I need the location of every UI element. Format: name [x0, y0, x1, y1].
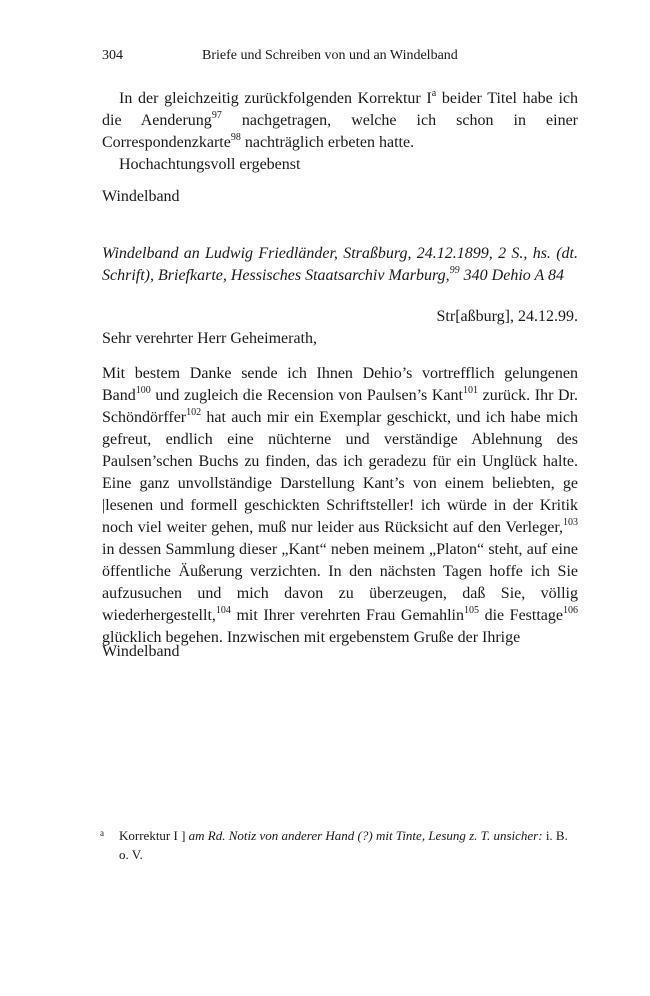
footnote-ref-104[interactable]: 104	[215, 605, 231, 616]
salutation: Sehr verehrter Herr Geheimerath,	[102, 330, 317, 347]
footnote-ref-106[interactable]: 106	[563, 605, 579, 616]
footnote-ref-105[interactable]: 105	[464, 605, 479, 616]
running-head	[102, 48, 578, 68]
dateline: Str[aßburg], 24.12.99.	[436, 308, 578, 325]
page-number: 304	[102, 48, 123, 63]
first-letter-paragraph: In der gleichzeitig zurückfolgenden Korrektur $I^a$ beider Titel habe ich die Aenderung$^{97}$ nachgetragen, welche ich schon in einer Correspondenzkarte$^{98}$ nachträglich erbeten hatte.	[102, 88, 579, 151]
running-title: Briefe und Schreiben von und an Windelband	[202, 48, 458, 63]
footnote-ref-98[interactable]: 98	[230, 132, 241, 143]
footnote-lemma: Korrektur I ]	[119, 828, 186, 843]
footnote-text	[102, 826, 578, 864]
footnote-ref-99[interactable]: 99	[449, 265, 460, 276]
signature-first-letter: Windelband	[102, 188, 180, 205]
footnote-marker-a[interactable]: a	[431, 88, 437, 99]
footnote-comment: am Rd. Notiz von anderer Hand (?) mit Tinte, Lesung z. T. unsicher:	[185, 828, 546, 843]
footnote-ref-97[interactable]: 97	[211, 110, 222, 121]
letter-header: Windelband an Ludwig Friedländer, Straßburg, 24.12.1899, 2 S., hs. (dt. Schrift), Briefkarte, Hessisches Staatsarchiv Marburg,$^{99}$ 340 Dehio A 84	[102, 245, 578, 284]
page	[100, 48, 579, 862]
first-letter-ending	[102, 88, 578, 176]
signature-second-letter: Windelband	[102, 643, 180, 660]
footnote-ref-102[interactable]: 102	[186, 407, 202, 418]
letter-body: Mit bestem Danke sende ich Ihnen Dehio’s vortrefflich gelungenen Band$^{100}$ und zugleich die Recension von Paulsen’s Kant$^{101}$ zurück. Ihr Dr. Schöndörffer$^{102}$ hat auch mir ein Exemplar geschickt, und ich habe mich gefreut, endlich eine nüchterne und verständige Ablehnung des Paulsen’schen Buchs zu finden, das ich geradezu für ein Unglück halte. Eine ganz unvollständige Darstellung Kant’s von einem beliebten, ge |lesenen und formell geschickten Schriftsteller! ich würde in der Kritik noch viel weiter gehen, muß nur leider aus Rücksicht auf den Verleger,$^{103}$ in dessen Sammlung dieser „Kant“ neben meinem „Platon“ steht, auf eine öffentliche Äußerung verzichten. In den nächsten Tagen hoffe ich Sie aufzusuchen und mich davon zu überzeugen, daß Sie, völlig wiederhergestellt,$^{104}$ mit Ihrer verehrten Frau Gemahlin$^{105}$ die Festtage$^{106}$ glücklich begehen. Inzwischen mit ergebenstem Gruße der Ihrige	[102, 365, 579, 646]
footnote-a	[102, 826, 578, 864]
footnote-marker: a	[100, 828, 104, 838]
closing-formula: Hochachtungsvoll ergebenst	[119, 156, 301, 173]
footnote-ref-100[interactable]: 100	[135, 385, 151, 396]
footnote-reading: i. B. o. V.	[119, 828, 568, 862]
footnote-ref-103[interactable]: 103	[563, 517, 578, 528]
footnote-ref-101[interactable]: 101	[462, 385, 478, 396]
